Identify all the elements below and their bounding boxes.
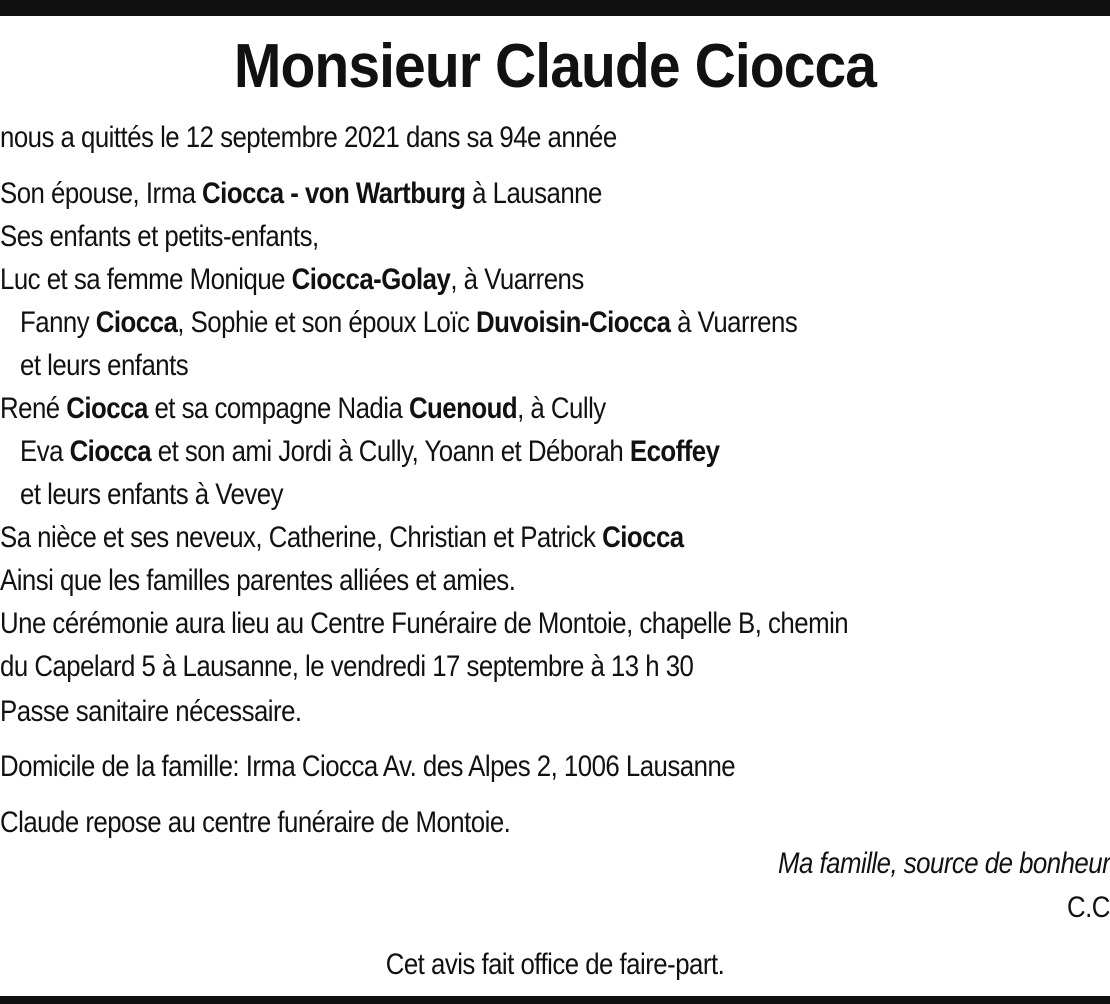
rene-line xyxy=(0,389,606,429)
initials: C.C xyxy=(1067,891,1110,924)
domicile-line: Domicile de la famille: Irma Ciocca Av. des Alpes 2, 1006 Lausanne xyxy=(0,750,736,783)
spouse-name-bold: Ciocca - von Wartburg xyxy=(202,177,466,210)
families-line: Ainsi que les familles parentes alliées et amies. xyxy=(0,564,516,597)
eva-text-pre: Eva xyxy=(20,435,70,468)
luc-line xyxy=(0,260,584,300)
health-pass-line: Passe sanitaire nécessaire. xyxy=(0,695,302,728)
rene-name-bold: Ciocca xyxy=(66,392,148,425)
spouse-text-post: à Lausanne xyxy=(465,177,602,210)
fanny-line xyxy=(20,303,797,343)
eva-name-bold: Ciocca xyxy=(69,435,152,468)
fanny-text-post: à Vuarrens xyxy=(670,306,798,339)
death-date-line: nous a quittés le 12 septembre 2021 dans sa 94e année xyxy=(0,121,617,154)
nephews-line xyxy=(0,518,684,558)
fanny-text-pre: Fanny xyxy=(20,306,96,339)
nephews-name-bold: Ciocca xyxy=(602,521,684,554)
fanny-text-mid: , Sophie et son époux Loïc xyxy=(177,306,477,339)
fanny-children-line: et leurs enfants xyxy=(20,349,189,382)
bottom-rule xyxy=(0,996,1110,1004)
luc-text-pre: Luc et sa femme Monique xyxy=(0,263,292,296)
luc-text-post: , à Vuarrens xyxy=(450,263,584,296)
fanny-name-bold: Ciocca xyxy=(95,306,178,339)
nephews-text-pre: Sa nièce et ses neveux, Catherine, Christian et Patrick xyxy=(0,521,603,554)
luc-name-bold: Ciocca-Golay xyxy=(291,263,451,296)
ceremony-line-1: Une cérémonie aura lieu au Centre Funéraire de Montoie, chapelle B, chemin xyxy=(0,607,849,640)
rene-text-pre: René xyxy=(0,392,67,425)
ecoffey-name-bold: Ecoffey xyxy=(629,435,720,468)
spouse-text-pre: Son épouse, Irma xyxy=(0,177,203,210)
page-title: Monsieur Claude Ciocca xyxy=(233,32,877,101)
top-rule xyxy=(0,0,1110,16)
closing-quote: Ma famille, source de bonheur xyxy=(777,847,1110,880)
rene-text-post: , à Cully xyxy=(517,392,606,425)
eva-line xyxy=(20,432,719,472)
ceremony-line-2: du Capelard 5 à Lausanne, le vendredi 17 septembre à 13 h 30 xyxy=(0,650,694,683)
children-intro-line: Ses enfants et petits-enfants, xyxy=(0,220,319,253)
spouse-line xyxy=(0,174,602,214)
eva-children-line: et leurs enfants à Vevey xyxy=(20,478,283,511)
rene-text-mid: et sa compagne Nadia xyxy=(147,392,409,425)
eva-text-mid: et son ami Jordi à Cully, Yoann et Déborah xyxy=(151,435,630,468)
footer-note: Cet avis fait office de faire-part. xyxy=(385,948,725,981)
repose-line: Claude repose au centre funéraire de Montoie. xyxy=(0,806,511,839)
duvoisin-name-bold: Duvoisin-Ciocca xyxy=(476,306,671,339)
cuenoud-name-bold: Cuenoud xyxy=(408,392,518,425)
